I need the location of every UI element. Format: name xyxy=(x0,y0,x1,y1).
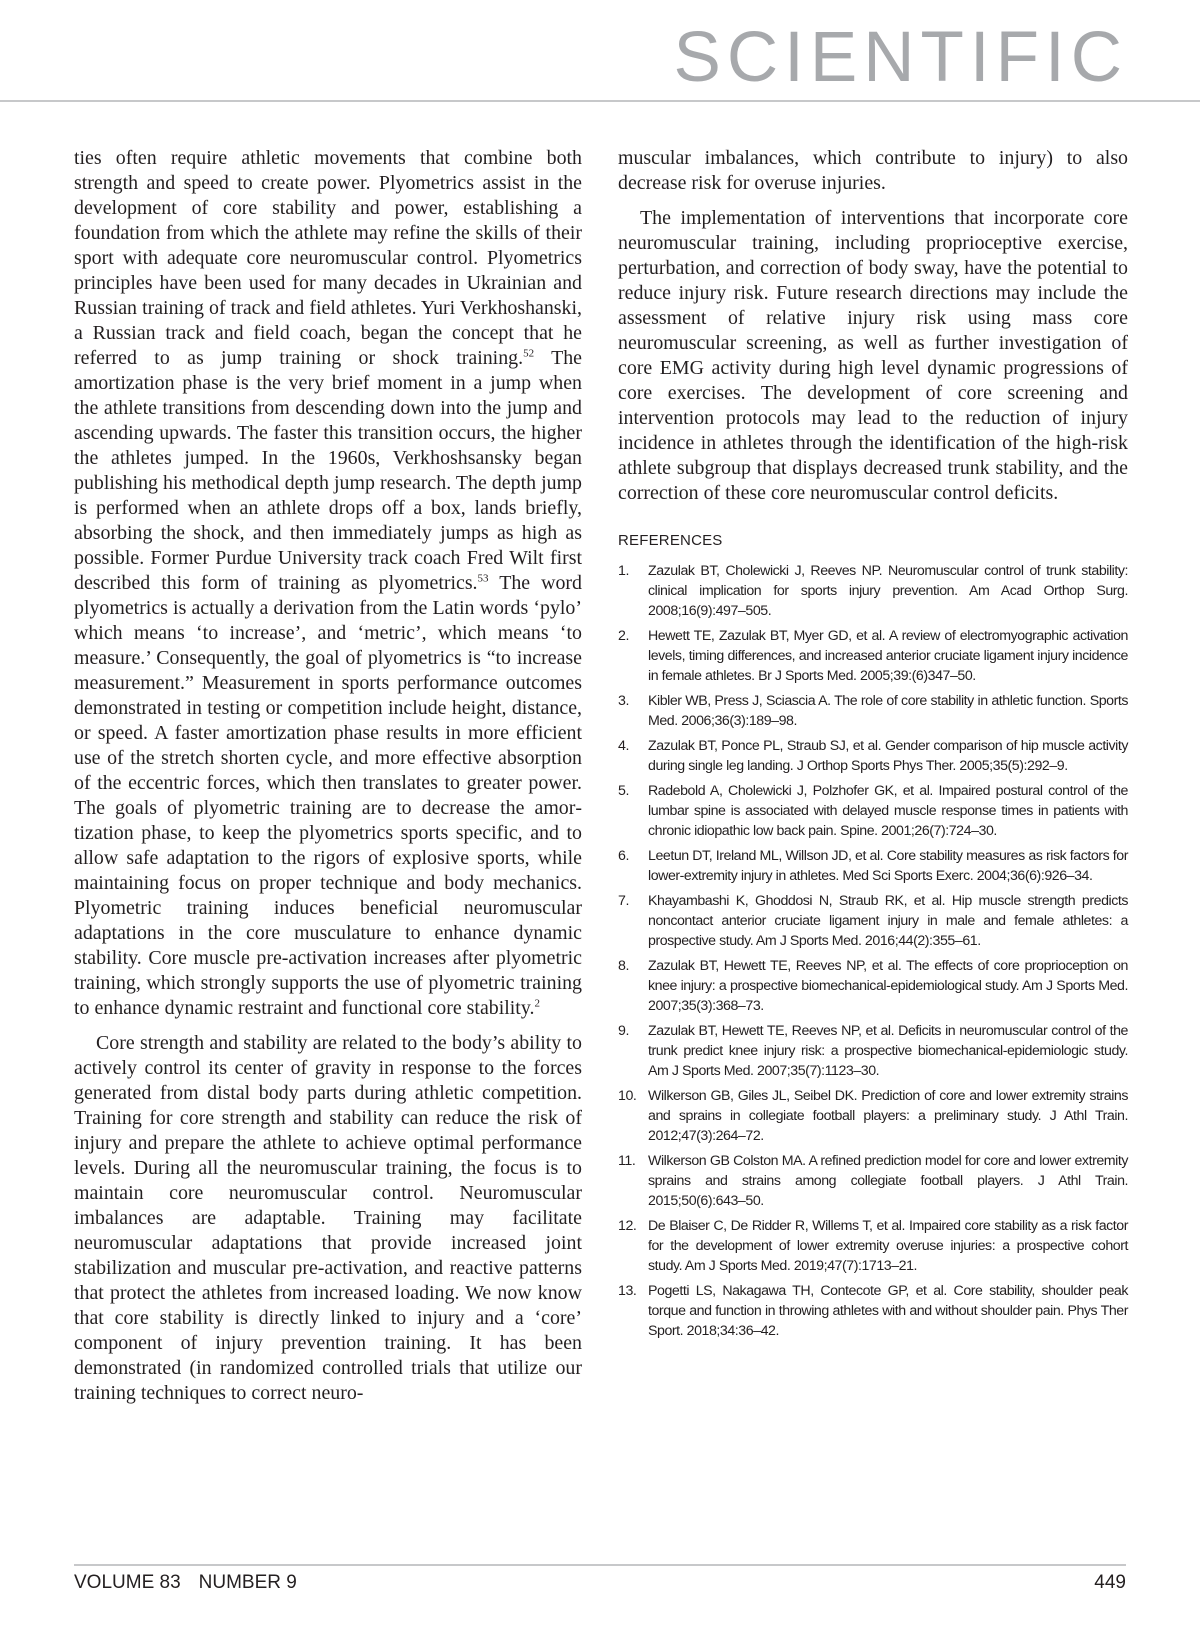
reference-item xyxy=(618,956,1128,1016)
reference-text: De Blaiser C, De Ridder R, Willems T, et al. Impaired core stability as a risk factor for the development of lower extremity overuse injuries: a prospective cohort study. Am J Sports Med. 2019;47(7):1713–21. xyxy=(648,1218,1128,1274)
body-paragraph: The implementation of interventions that incorporate core neuromuscular training, including proprioceptive exercise, perturbation, and correction of body sway, have the potential to reduce injury risk. Future research directions may include the assessment of relative injury risk using mass core neuromuscular screening, as well as further investigation of core EMG activity during high level dynamic progressions of core exercises. The development of core screening and intervention protocols may lead to the reduction of injury incidence in athletes through the identification of the high-risk athlete subgroup that displays decreased trunk stability, and the correction of these core neuromuscular control deficits. xyxy=(618,207,1128,504)
reference-number: 12. xyxy=(618,1218,637,1234)
reference-text: Wilkerson GB, Giles JL, Seibel DK. Prediction of core and lower extremity strains and sprains in collegiate football players: a preliminary study. J Athl Train. 2012;47(3):264–72. xyxy=(648,1088,1128,1144)
body-paragraph: Core strength and stability are related to the body’s ability to actively control its center of gravity in response to the forces generated from distal body parts during athletic competition. Training for core strength and stability can reduce the risk of injury and prepare the athlete to achieve optimal performance levels. During all the neuromuscular training, the focus is to maintain core neuromuscular control. Neuromuscular imbalances are adaptable. Training may facilitate neuromuscular adaptations that provide increased joint stabilization and muscular pre-activation, and reactive patterns that protect the athletes from increased loading. We now know that core stability is directly linked to injury and a ‘core’ component of injury prevention training. It has been demonstrated (in randomized controlled trials that utilize our training techniques to correct neuro- xyxy=(74,1032,582,1404)
right-column xyxy=(618,146,1128,1346)
reference-item xyxy=(618,1021,1128,1081)
reference-number: 4. xyxy=(618,738,629,754)
reference-number: 9. xyxy=(618,1023,629,1039)
reference-text: Radebold A, Cholewicki J, Polzhofer GK, et al. Impaired postural control of the lumbar spine is associated with delayed muscle response times in patients with chronic idiopathic low back pain. Spine. 2001;26(7):724–30. xyxy=(648,783,1128,839)
reference-item xyxy=(618,1151,1128,1211)
reference-number: 3. xyxy=(618,693,629,709)
header-divider xyxy=(0,100,1200,102)
reference-item xyxy=(618,1281,1128,1341)
citation-superscript: 2 xyxy=(534,997,540,1010)
citation-superscript: 52 xyxy=(523,347,535,360)
reference-item xyxy=(618,626,1128,686)
reference-text: Zazulak BT, Ponce PL, Straub SJ, et al. Gender comparison of hip muscle activity during single leg landing. J Orthop Sports Phys Ther. 2005;35(5):292–9. xyxy=(648,738,1128,774)
reference-text: Leetun DT, Ireland ML, Willson JD, et al. Core stability measures as risk factors for lower-extremity injury in athletes. Med Sci Sports Exerc. 2004;36(6):926–34. xyxy=(648,848,1128,884)
reference-text: Wilkerson GB Colston MA. A refined prediction model for core and lower extremity sprains and strains among collegiate football players. J Athl Train. 2015;50(6):643–50. xyxy=(648,1153,1128,1209)
reference-item xyxy=(618,1216,1128,1276)
issue-info xyxy=(74,1572,297,1594)
section-title: SCIENTIFIC xyxy=(673,18,1128,97)
reference-number: 6. xyxy=(618,848,629,864)
reference-item xyxy=(618,561,1128,621)
body-paragraph: ties often require athletic movements that combine both strength and speed to create power. Plyometrics assist in the development of core stability and power, establishing a foundation from which the athlete may refine the skills of their sport with adequate core neuromuscular control. Plyometrics principles have been used for many decades in Ukrainian and Russian training of track and field athletes. Yuri Verkhoshanski, a Russian track and field coach, began the concept that he referred to as jump training or shock training.$^{52}$ The amortization phase is the very brief moment in a jump when the athlete transitions from descending down into the jump and ascending upwards. The faster this transition occurs, the higher the athletes jumped. In the 1960s, Verkhoshsansky began publishing his methodical depth jump research. The depth jump is performed when an athlete drops off a box, lands briefly, absorbing the shock, and then immediately jumps as high as possible. Former Purdue University track coach Fred Wilt first described this form of training as plyometrics.$^{53}$ The word plyometrics is actually a derivation from the Latin words ‘pylo’ which means ‘to increase’, and ‘metric’, which means ‘to measure.’ Consequently, the goal of plyometrics is “to increase measurement.” Measurement in sports performance outcomes demonstrated in testing or competition include height, distance, or speed. A faster amortization phase results in more efficient use of the stretch shorten cycle, and more effective absorption of the eccentric forces, which then translates to greater power. The goals of plyometric training are to decrease the amortization phase, to keep the plyometrics sports specific, and to allow safe adaptation to the rigors of explosive sports, while maintaining focus on proper technique and body mechanics. Plyometric training induces beneficial neuromuscular adaptations in the core musculature to enhance dynamic stability. Core muscle pre-activation increases after plyometric training, which strongly supports the use of plyometric training to enhance dynamic restraint and functional core stability.$^2$ xyxy=(74,147,583,1019)
page-footer xyxy=(74,1572,1126,1594)
reference-number: 10. xyxy=(618,1088,637,1104)
reference-number: 1. xyxy=(618,563,629,579)
reference-number: 7. xyxy=(618,893,629,909)
reference-text: Zazulak BT, Cholewicki J, Reeves NP. Neuromuscular control of trunk stability: clinical implication for sports injury prevention. Am Acad Orthop Surg. 2008;16(9):497–505. xyxy=(648,563,1128,619)
reference-item xyxy=(618,691,1128,731)
references-list xyxy=(618,561,1128,1341)
body-paragraph: muscular imbalances, which contribute to injury) to also decrease risk for overuse injuries. xyxy=(618,147,1128,194)
reference-item xyxy=(618,736,1128,776)
references-heading: REFERENCES xyxy=(618,532,723,549)
reference-number: 2. xyxy=(618,628,629,644)
reference-text: Pogetti LS, Nakagawa TH, Contecote GP, et al. Core stability, shoulder peak torque and function in throwing athletes with and without shoulder pain. Phys Ther Sport. 2018;34:36–42. xyxy=(648,1283,1128,1339)
reference-text: Khayambashi K, Ghoddosi N, Straub RK, et al. Hip muscle strength predicts noncontact anterior cruciate ligament injury in male and female athletes: a prospective study. Am J Sports Med. 2016;44(2):355–61. xyxy=(648,893,1128,949)
reference-text: Zazulak BT, Hewett TE, Reeves NP, et al. Deficits in neuromuscular control of the trunk predict knee injury risk: a prospective biomechanical-epidemiologic study. Am J Sports Med. 2007;35(7):1123–30. xyxy=(648,1023,1128,1079)
left-column xyxy=(74,146,582,1416)
reference-number: 11. xyxy=(618,1153,636,1169)
reference-item xyxy=(618,891,1128,951)
page-number: 449 xyxy=(1094,1572,1126,1593)
reference-text: Zazulak BT, Hewett TE, Reeves NP, et al. The effects of core proprioception on knee injury: a prospective biomechanical-epidemiological study. Am J Sports Med. 2007;35(3):368–73. xyxy=(648,958,1128,1014)
reference-number: 5. xyxy=(618,783,629,799)
citation-superscript: 53 xyxy=(477,572,489,585)
reference-number: 13. xyxy=(618,1283,637,1299)
reference-text: Hewett TE, Zazulak BT, Myer GD, et al. A review of electromyographic activation levels, timing differences, and increased anterior cruciate ligament injury incidence in female athletes. Br J Sports Med. 2005;39:(6)347–50. xyxy=(648,628,1128,684)
reference-item xyxy=(618,1086,1128,1146)
number-label: NUMBER 9 xyxy=(198,1572,297,1593)
volume-label: VOLUME 83 xyxy=(74,1572,181,1593)
reference-item xyxy=(618,846,1128,886)
reference-item xyxy=(618,781,1128,841)
reference-text: Kibler WB, Press J, Sciascia A. The role of core stability in athletic function. Sports Med. 2006;36(3):189–98. xyxy=(648,693,1128,729)
reference-number: 8. xyxy=(618,958,629,974)
footer-divider xyxy=(74,1564,1126,1566)
